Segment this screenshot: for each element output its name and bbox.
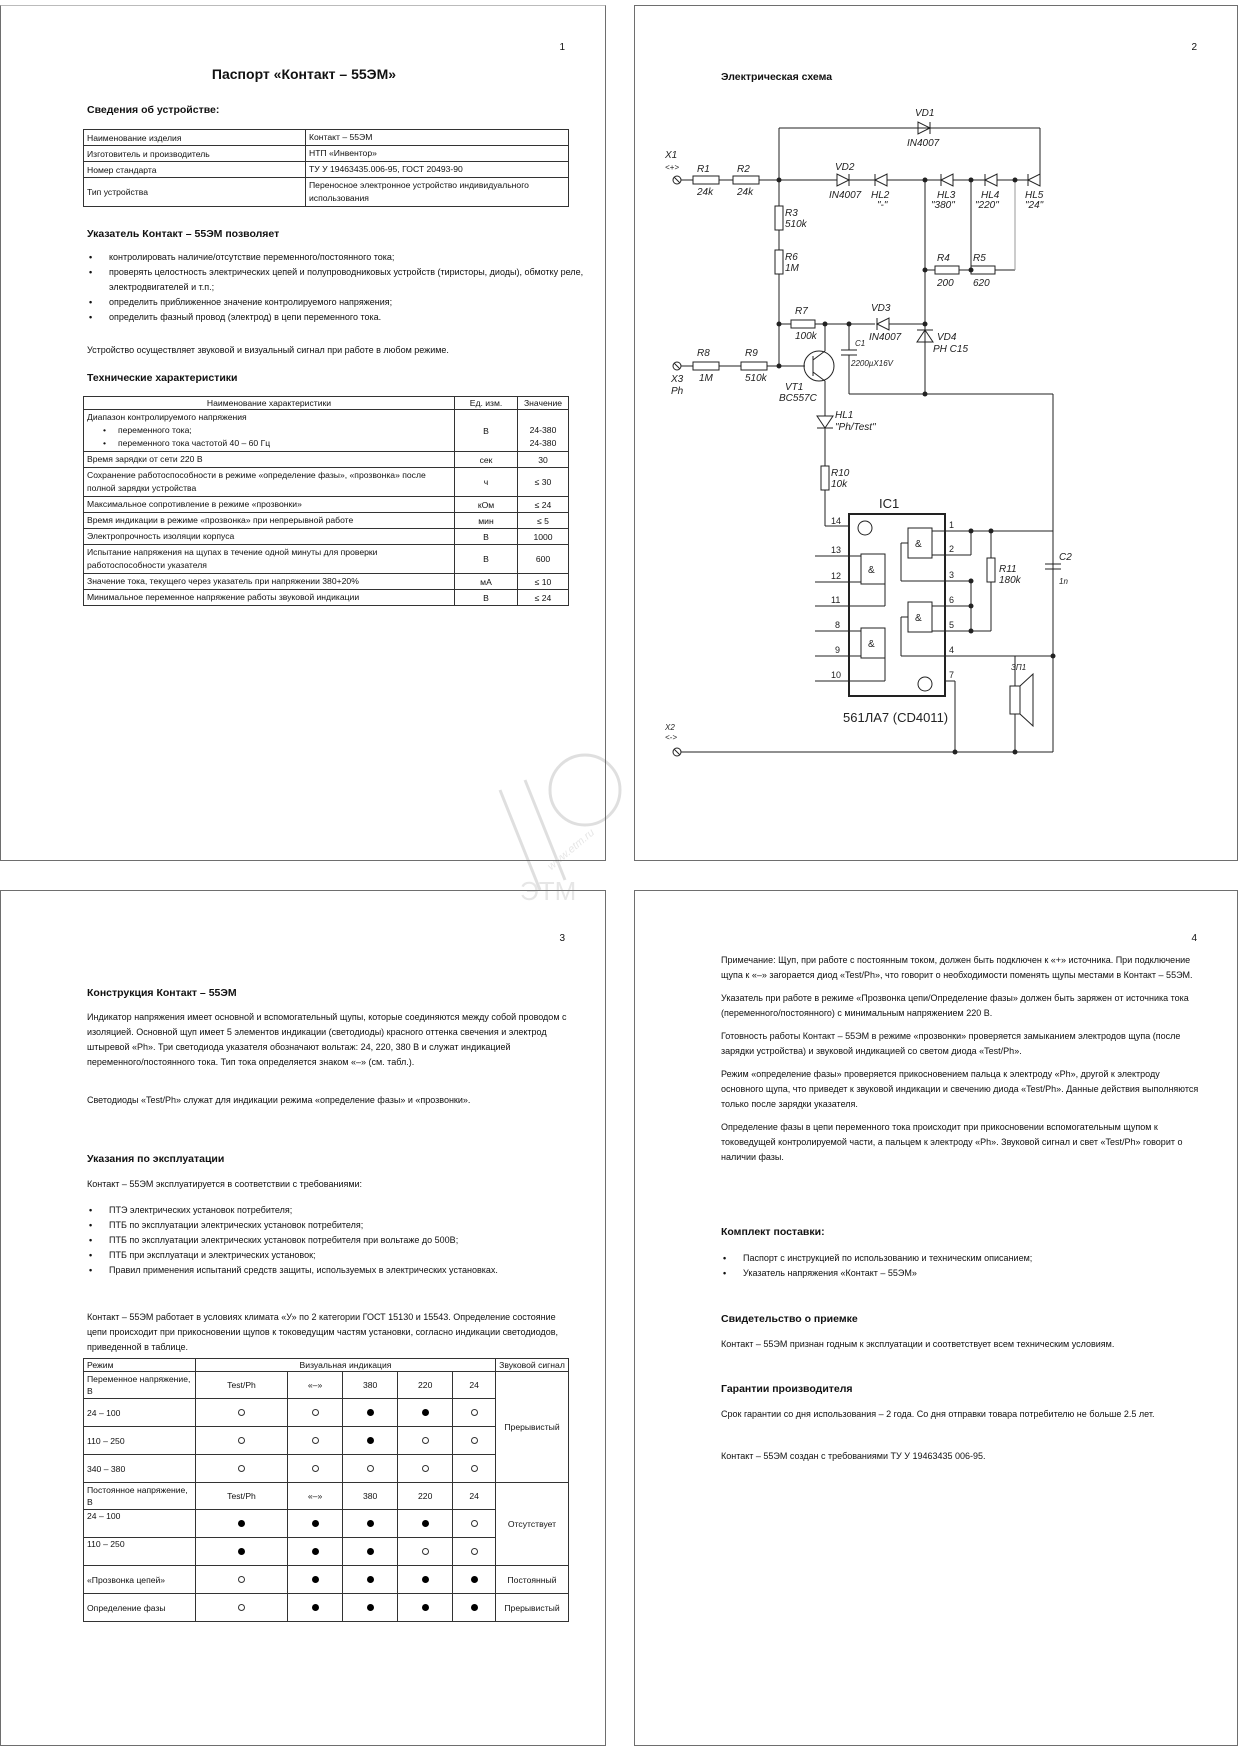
label-hl2: HL2 <box>871 190 890 201</box>
usage-intro: Контакт – 55ЭМ эксплуатируется в соответствии с требованиями: <box>87 1179 363 1189</box>
info-label: Изготовитель и производитель <box>84 146 306 162</box>
specs-row <box>84 590 569 606</box>
page-2 <box>634 5 1238 861</box>
label-vd3: VD3 <box>871 303 891 314</box>
label-r2: R2 <box>737 164 750 175</box>
label-x2-pol: <-> <box>665 733 678 742</box>
resistor-r7 <box>791 320 815 328</box>
label-x1: X1 <box>665 150 678 161</box>
pin-5: 5 <box>949 620 955 630</box>
label-vd2: VD2 <box>835 162 855 173</box>
range-label: Диапазон контролируемого напряжения <box>87 412 247 422</box>
indicator-cell <box>343 1427 398 1455</box>
signal-note: Устройство осуществляет звуковой и визуальный сигнал при работе в любом режиме. <box>87 345 449 355</box>
sound-cell: Отсутствует <box>496 1483 569 1566</box>
led-on-icon <box>422 1409 429 1416</box>
label-speaker: ЗП1 <box>1011 663 1027 672</box>
range-unit: В <box>455 410 518 452</box>
col-visual: Визуальная индикация <box>196 1359 496 1372</box>
range-label: 110 – 250 <box>84 1538 196 1566</box>
page-1 <box>0 5 606 861</box>
indicator-label: 220 <box>398 1483 453 1510</box>
indicator-cell <box>343 1455 398 1483</box>
acceptance-heading: Свидетельство о приемке <box>721 1313 858 1325</box>
sound-cell: Прерывистый <box>496 1372 569 1483</box>
pin-4: 4 <box>949 645 955 655</box>
ind-section-row <box>84 1372 569 1399</box>
info-row <box>84 162 569 178</box>
indication-table <box>83 1358 569 1622</box>
note-paragraph: Режим «определение фазы» проверяется прикосновением пальца к электроду «Ph», другой к электроду основного щупа, что приведет к звуковой индикации и свечению диода «Test/Ph». Данные действия выполняются только после зарядки указателя. <box>721 1069 1199 1109</box>
info-table <box>83 129 569 207</box>
ind-row <box>84 1566 569 1594</box>
label-r5-value: 620 <box>973 278 990 289</box>
specs-col-value: Значение <box>518 397 569 410</box>
indicator-cell <box>196 1399 288 1427</box>
label-r9-value: 510k <box>745 373 767 384</box>
label-vt1-value: BC557C <box>779 393 817 404</box>
label-r9: R9 <box>745 348 758 359</box>
led-off-icon <box>367 1465 374 1472</box>
info-row <box>84 178 569 207</box>
feature-item: • определить фазный провод (электрод) в цепи переменного тока. <box>109 310 589 325</box>
indicator-cell <box>343 1538 398 1566</box>
label-vd4-value: PH C15 <box>933 344 969 355</box>
kit-list <box>721 1251 1203 1281</box>
label-x3: X3 <box>671 374 684 385</box>
indicator-cell <box>453 1510 496 1538</box>
led-off-icon <box>471 1409 478 1416</box>
section-label: Переменное напряжение, В <box>84 1372 196 1399</box>
indicator-cell <box>196 1594 288 1622</box>
specs-row <box>84 529 569 545</box>
range-label: 24 – 100 <box>84 1510 196 1538</box>
label-r4: R4 <box>937 253 950 264</box>
range-sub-ac: • переменного тока; <box>103 425 192 435</box>
warranty-heading: Гарантии производителя <box>721 1383 853 1395</box>
indicator-cell <box>398 1427 453 1455</box>
indicator-label: 24 <box>453 1483 496 1510</box>
label-c2-value: 1n <box>1059 577 1068 586</box>
indicator-cell <box>398 1455 453 1483</box>
indicator-label: Test/Ph <box>196 1483 288 1510</box>
led-on-icon <box>422 1520 429 1527</box>
construction-heading: Конструкция Контакт – 55ЭМ <box>87 987 237 999</box>
indicator-cell <box>453 1538 496 1566</box>
kit-item: • Паспорт с инструкцией по использованию и техническим описанием; <box>743 1251 1203 1266</box>
notes-block <box>721 953 1201 1173</box>
specs-row <box>84 452 569 468</box>
led-on-icon <box>367 1437 374 1444</box>
indicator-cell <box>453 1399 496 1427</box>
label-hl4-value: "220" <box>975 200 999 211</box>
resistor-r9 <box>741 362 767 370</box>
gate-symbol: & <box>915 539 922 550</box>
info-heading: Сведения об устройстве: <box>87 104 220 116</box>
label-r10: R10 <box>831 468 850 479</box>
pin-6: 6 <box>949 595 955 605</box>
indicator-cell <box>288 1427 343 1455</box>
range-sub-freq: • переменного тока частотой 40 – 60 Гц <box>103 438 271 448</box>
info-row <box>84 130 569 146</box>
page-number: 2 <box>1191 42 1197 53</box>
resistor-r11 <box>987 558 995 582</box>
label-r7: R7 <box>795 306 808 317</box>
specs-table <box>83 396 569 606</box>
label-r11-value: 180k <box>999 575 1021 586</box>
gate-symbol: & <box>868 639 875 650</box>
indicator-cell <box>288 1594 343 1622</box>
pin-14: 14 <box>831 516 842 526</box>
label-vd4: VD4 <box>937 332 957 343</box>
label-hl2-value: "-" <box>877 200 888 211</box>
info-value: НТП «Инвентор» <box>306 146 569 162</box>
indicator-cell <box>453 1427 496 1455</box>
spec-unit: мА <box>455 574 518 590</box>
pin-8: 8 <box>835 620 841 630</box>
indicator-cell <box>398 1566 453 1594</box>
usage-item: • ПТБ по эксплуатации электрических установок потребителя при вольтаже до 500В; <box>109 1233 549 1248</box>
info-label: Тип устройства <box>84 178 306 207</box>
range-value-ac: 24-380 <box>529 424 557 435</box>
feature-item: • определить приближенное значение контролируемого напряжения; <box>109 295 589 310</box>
led-on-icon <box>367 1548 374 1555</box>
led-on-icon <box>367 1409 374 1416</box>
specs-row-range <box>84 410 569 452</box>
leds-text: Светодиоды «Test/Ph» служат для индикации режима «определение фазы» и «прозвонки». <box>87 1095 471 1105</box>
spec-name: Минимальное переменное напряжение работы звуковой индикации <box>84 590 455 606</box>
indicator-cell <box>288 1566 343 1594</box>
indicator-cell <box>453 1566 496 1594</box>
speaker-body <box>1010 686 1020 714</box>
label-r11: R11 <box>999 564 1017 575</box>
usage-item: • ПТБ по эксплуатации электрических установок потребителя; <box>109 1218 549 1233</box>
label-r8: R8 <box>697 348 710 359</box>
info-row <box>84 146 569 162</box>
ic1-body <box>849 514 945 696</box>
label-vd1: VD1 <box>915 108 935 119</box>
label-hl3: HL3 <box>937 190 956 201</box>
range-label: 110 – 250 <box>84 1427 196 1455</box>
label-vd3-value: IN4007 <box>869 332 902 343</box>
led-off-icon <box>312 1465 319 1472</box>
led-off-icon <box>471 1520 478 1527</box>
spec-name: Время зарядки от сети 220 В <box>84 452 455 468</box>
pin-3: 3 <box>949 570 955 580</box>
circuit-schematic <box>635 6 1239 862</box>
spec-value: ≤ 5 <box>518 513 569 529</box>
indicator-cell <box>196 1566 288 1594</box>
pin-9: 9 <box>835 645 841 655</box>
indicator-cell <box>288 1510 343 1538</box>
indicator-label: 380 <box>343 1372 398 1399</box>
led-off-icon <box>422 1465 429 1472</box>
gate-symbol: & <box>868 565 875 576</box>
pin-11: 11 <box>831 595 841 605</box>
page-number: 1 <box>559 42 565 53</box>
climate-text: Контакт – 55ЭМ работает в условиях климата «У» по 2 категории ГОСТ 15130 и 15543. Определение состояние цепи происходит при прикосновении щупов к токоведущим частям установки, согласно индикации светодиодов, приведенной в таблице. <box>87 1312 558 1352</box>
usage-item: • ПТЭ электрических установок потребителя; <box>109 1203 549 1218</box>
pin-2: 2 <box>949 544 955 554</box>
indicator-cell <box>196 1538 288 1566</box>
label-c1: C1 <box>855 339 866 348</box>
specs-col-name: Наименование характеристики <box>84 397 455 410</box>
pin-13: 13 <box>831 545 842 555</box>
sound-cell: Постоянный <box>496 1566 569 1594</box>
spec-name: Сохранение работоспособности в режиме «определение фазы», «прозвонка» после полной зарядки устройства <box>84 468 455 497</box>
indicator-label: Test/Ph <box>196 1372 288 1399</box>
led-on-icon <box>312 1548 319 1555</box>
info-value: Переносное электронное устройство индивидуального использования <box>306 178 569 207</box>
led-off-icon <box>238 1576 245 1583</box>
indicator-label: 220 <box>398 1372 453 1399</box>
led-on-icon <box>238 1520 245 1527</box>
info-value: ТУ У 19463435.006-95, ГОСТ 20493-90 <box>306 162 569 178</box>
spec-name: Значение тока, текущего через указатель при напряжении 380+20% <box>84 574 455 590</box>
spec-value: ≤ 24 <box>518 590 569 606</box>
gate-symbol: & <box>915 613 922 624</box>
indicator-cell <box>343 1594 398 1622</box>
indicator-cell <box>398 1510 453 1538</box>
led-off-icon <box>471 1548 478 1555</box>
led-off-icon <box>238 1437 245 1444</box>
info-value: Контакт – 55ЭМ <box>306 130 569 146</box>
label-r6: R6 <box>785 252 798 263</box>
pin-12: 12 <box>831 571 842 581</box>
info-label: Наименование изделия <box>84 130 306 146</box>
resistor-r1 <box>693 176 719 184</box>
label-ic1-part: 561ЛА7 (CD4011) <box>843 710 949 725</box>
construction-text: Индикатор напряжения имеет основной и вспомогательный щупы, которые соединяются между собой проводом с изоляцией. Основной щуп имеет 5 элементов индикации (светодиоды) красного оттенка свечения и электрод штыревой «Ph». Три светодиода указателя обозначают вольтаж: 24, 220, 380 В и служат индикацией переменного/постоянного тока. Тип тока определяется знаком «–» (см. табл.). <box>87 1012 567 1067</box>
led-on-icon <box>367 1604 374 1611</box>
spec-value: ≤ 30 <box>518 468 569 497</box>
led-on-icon <box>367 1576 374 1583</box>
led-off-icon <box>312 1409 319 1416</box>
mode-label: «Прозвонка цепей» <box>84 1566 196 1594</box>
indicator-cell <box>196 1427 288 1455</box>
label-r10-value: 10k <box>831 479 848 490</box>
col-sound: Звуковой сигнал <box>496 1359 569 1372</box>
schematic-heading: Электрическая схема <box>721 71 833 83</box>
specs-row <box>84 468 569 497</box>
led-on-icon <box>238 1548 245 1555</box>
indicator-label: 24 <box>453 1372 496 1399</box>
ind-header-row <box>84 1359 569 1372</box>
pin-1: 1 <box>949 520 955 530</box>
label-x1-pol: <+> <box>665 163 680 172</box>
indicator-cell <box>398 1594 453 1622</box>
specs-row <box>84 574 569 590</box>
indicator-cell <box>196 1510 288 1538</box>
spec-value: 1000 <box>518 529 569 545</box>
label-r6-value: 1M <box>785 263 799 274</box>
indicator-cell <box>288 1399 343 1427</box>
led-on-icon <box>422 1604 429 1611</box>
spec-value: 600 <box>518 545 569 574</box>
label-r2-value: 24k <box>737 187 754 198</box>
resistor-r8 <box>693 362 719 370</box>
indicator-cell <box>288 1455 343 1483</box>
section-label: Постоянное напряжение, В <box>84 1483 196 1510</box>
label-r1: R1 <box>697 164 710 175</box>
spec-value: 30 <box>518 452 569 468</box>
label-ic1: IC1 <box>879 496 900 511</box>
spec-value: ≤ 10 <box>518 574 569 590</box>
label-c1-value: 2200µX16V <box>851 359 893 368</box>
kit-heading: Комплект поставки: <box>721 1226 825 1238</box>
spec-name: Время индикации в режиме «прозвонка» при непрерывной работе <box>84 513 455 529</box>
pin-10: 10 <box>831 670 842 680</box>
page-3 <box>0 890 606 1746</box>
resistor-r3 <box>775 206 783 230</box>
led-off-icon <box>422 1548 429 1555</box>
label-x3-sub: Ph <box>671 386 684 397</box>
led-off-icon <box>238 1465 245 1472</box>
page-number: 3 <box>559 933 565 944</box>
label-vt1: VT1 <box>785 382 804 393</box>
standard-text: Контакт – 55ЭМ создан с требованиями ТУ У 19463435 006-95. <box>721 1451 986 1461</box>
label-r1-value: 24k <box>697 187 714 198</box>
led-off-icon <box>471 1437 478 1444</box>
spec-unit: В <box>455 545 518 574</box>
spec-name: Испытание напряжения на щупах в течение одной минуты для проверки работоспособности указателя <box>84 545 455 574</box>
warranty-text: Срок гарантии со дня использования – 2 года. Со дня отправки товара потребителю не больше 2.5 лет. <box>721 1409 1155 1419</box>
label-r3-value: 510k <box>785 219 807 230</box>
indicator-label: «–» <box>288 1483 343 1510</box>
usage-item: • ПТБ при эксплуатаци и электрических установок; <box>109 1248 549 1263</box>
mode-label: Определение фазы <box>84 1594 196 1622</box>
led-on-icon <box>422 1576 429 1583</box>
led-off-icon <box>238 1409 245 1416</box>
range-label: 340 – 380 <box>84 1455 196 1483</box>
spec-value: ≤ 24 <box>518 497 569 513</box>
note-paragraph: Примечание: Щуп, при работе с постоянным током, должен быть подключен к «+» источника. При подключение щупа к «–» загорается диод «Test/Ph», что говорит о необходимости поменять щупы местами в Контакт – 55ЭМ. <box>721 955 1193 980</box>
indicator-cell <box>453 1455 496 1483</box>
specs-heading: Технические характеристики <box>87 372 238 384</box>
indicator-label: 380 <box>343 1483 398 1510</box>
spec-unit: В <box>455 529 518 545</box>
led-off-icon <box>312 1437 319 1444</box>
indicator-cell <box>343 1566 398 1594</box>
indicator-label: «–» <box>288 1372 343 1399</box>
specs-row <box>84 513 569 529</box>
label-hl4: HL4 <box>981 190 1000 201</box>
resistor-r6 <box>775 250 783 274</box>
resistor-r10 <box>821 466 829 490</box>
indicator-cell <box>398 1538 453 1566</box>
specs-row <box>84 497 569 513</box>
spec-unit: кОм <box>455 497 518 513</box>
spec-unit: ч <box>455 468 518 497</box>
feature-item: • контролировать наличие/отсутствие переменного/постоянного тока; <box>109 250 589 265</box>
label-r5: R5 <box>973 253 986 264</box>
spec-name: Максимальное сопротивление в режиме «прозвонки» <box>84 497 455 513</box>
usage-item: • Правил применения испытаний средств защиты, используемых в электрических установках. <box>109 1263 549 1278</box>
page-4 <box>634 890 1238 1746</box>
specs-row <box>84 545 569 574</box>
label-c2: C2 <box>1059 552 1072 563</box>
spec-name: Электропрочность изоляции корпуса <box>84 529 455 545</box>
indicator-cell <box>288 1538 343 1566</box>
led-on-icon <box>471 1604 478 1611</box>
indicator-cell <box>398 1399 453 1427</box>
label-x2: X2 <box>665 723 675 732</box>
label-hl5-value: "24" <box>1025 200 1044 211</box>
ind-section-row <box>84 1483 569 1510</box>
info-label: Номер стандарта <box>84 162 306 178</box>
label-hl1-value: "Ph/Test" <box>835 422 876 433</box>
indicator-cell <box>343 1399 398 1427</box>
led-off-icon <box>422 1437 429 1444</box>
kit-item: • Указатель напряжения «Контакт – 55ЭМ» <box>743 1266 1203 1281</box>
feature-item: • проверять целостность электрических цепей и полупроводниковых устройств (тиристоры, диоды), обмотку реле, электродвигателей и т.п.; <box>109 265 589 295</box>
range-value-freq: 24-380 <box>529 437 557 448</box>
resistor-r5 <box>971 266 995 274</box>
led-on-icon <box>312 1576 319 1583</box>
page-number: 4 <box>1191 933 1197 944</box>
led-off-icon <box>238 1604 245 1611</box>
col-mode: Режим <box>84 1359 196 1372</box>
spec-unit: сек <box>455 452 518 468</box>
led-on-icon <box>471 1576 478 1583</box>
indicator-cell <box>196 1455 288 1483</box>
features-list <box>87 250 589 325</box>
led-on-icon <box>312 1604 319 1611</box>
acceptance-text: Контакт – 55ЭМ признан годным к эксплуатации и соответствует всем техническим условиям. <box>721 1339 1115 1349</box>
range-label: 24 – 100 <box>84 1399 196 1427</box>
label-vd2-value: IN4007 <box>829 190 862 201</box>
specs-col-unit: Ед. изм. <box>455 397 518 410</box>
pin-7: 7 <box>949 670 955 680</box>
label-hl3-value: "380" <box>931 200 955 211</box>
label-vd1-value: IN4007 <box>907 138 940 149</box>
document-title: Паспорт «Контакт – 55ЭМ» <box>211 66 397 82</box>
spec-unit: В <box>455 590 518 606</box>
led-on-icon <box>312 1520 319 1527</box>
label-r3: R3 <box>785 208 798 219</box>
note-paragraph: Указатель при работе в режиме «Прозвонка цепи/Определение фазы» должен быть заряжен от источника тока (переменного/постоянного) с минимальным напряжением 220 В. <box>721 993 1189 1018</box>
usage-heading: Указания по эксплуатации <box>87 1153 225 1165</box>
spec-unit: мин <box>455 513 518 529</box>
indicator-cell <box>343 1510 398 1538</box>
usage-list <box>87 1203 549 1278</box>
sound-cell: Прерывистый <box>496 1594 569 1622</box>
features-heading: Указатель Контакт – 55ЭМ позволяет <box>87 228 280 240</box>
resistor-r4 <box>935 266 959 274</box>
indicator-cell <box>453 1594 496 1622</box>
label-r4-value: 200 <box>937 278 954 289</box>
note-paragraph: Готовность работы Контакт – 55ЭМ в режиме «прозвонки» проверяется замыканием электродов щупа (после зарядки устройства) и звуковой индикацией со светом диода «Test/Ph». <box>721 1031 1181 1056</box>
label-r7-value: 100k <box>795 331 817 342</box>
label-r8-value: 1M <box>699 373 713 384</box>
note-paragraph: Определение фазы в цепи переменного тока происходит при прикосновении вспомогательным щупом к токоведущей контролируемой части, а пальцем к электроду «Ph». Звуковой сигнал и свет «Test/Ph» говорит о наличии фазы. <box>721 1122 1183 1162</box>
led-on-icon <box>367 1520 374 1527</box>
led-off-icon <box>471 1465 478 1472</box>
label-hl5: HL5 <box>1025 190 1044 201</box>
label-hl1: HL1 <box>835 410 854 421</box>
ind-row <box>84 1594 569 1622</box>
resistor-r2 <box>733 176 759 184</box>
